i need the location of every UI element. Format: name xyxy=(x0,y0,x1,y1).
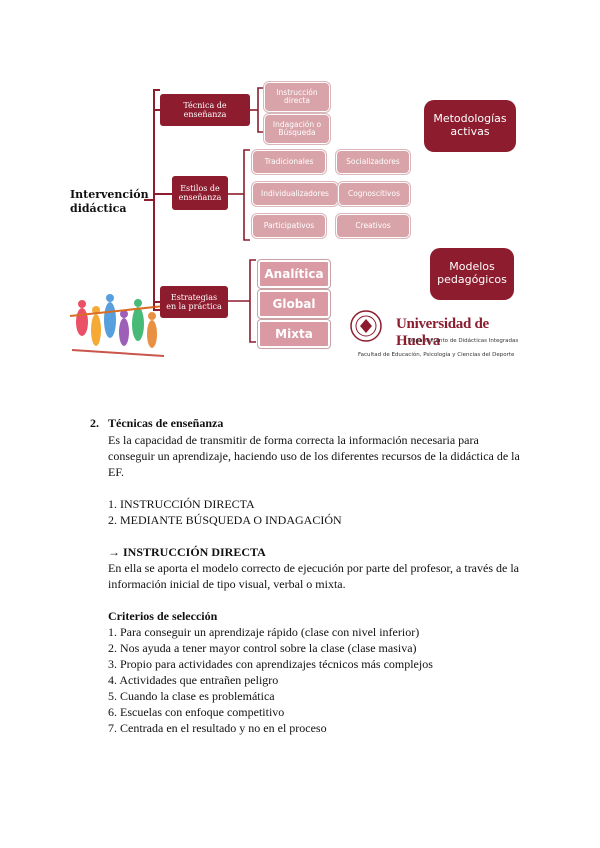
list-item: 1. INSTRUCCIÓN DIRECTA xyxy=(108,497,255,511)
criteria-title: Criterios de selección xyxy=(108,609,218,623)
university-name: Universidad de Huelva xyxy=(396,316,489,349)
criteria-item: 5. Cuando la clase es problemática xyxy=(108,689,275,703)
people-illustration xyxy=(70,294,164,356)
estrategia-item: Mixta xyxy=(258,320,330,348)
estilo-item: Creativos xyxy=(336,214,410,238)
tecnica-item: Indagación o Búsqueda xyxy=(264,114,330,144)
estrategia-item: Global xyxy=(258,290,330,318)
sub-paragraph-line: En ella se aporta el modelo correcto de ejecución por parte del profesor, a través de la xyxy=(108,561,519,575)
sub-heading: → INSTRUCCIÓN DIRECTA xyxy=(108,545,266,559)
section-title: Técnicas de enseñanza xyxy=(108,416,224,430)
university-seal-icon xyxy=(351,311,381,341)
criteria-item: 4. Actividades que entrañen peligro xyxy=(108,673,279,687)
section-paragraph-line: EF. xyxy=(108,465,125,479)
tecnica-item: Instrucción directa xyxy=(264,82,330,112)
category-tecnica: Técnica de enseñanza xyxy=(160,94,250,126)
estilo-item: Cognoscitivos xyxy=(338,182,410,206)
criteria-item: 2. Nos ayuda a tener mayor control sobre la clase (clase masiva) xyxy=(108,641,417,655)
estrategia-item: Analítica xyxy=(258,260,330,288)
estilo-item: Socializadores xyxy=(336,150,410,174)
section-paragraph-line: Es la capacidad de transmitir de forma correcta la información necesaria para xyxy=(108,433,479,447)
sub-paragraph-line: información inicial de tipo visual, verbal o mixta. xyxy=(108,577,346,591)
model-box-modelos: Modelos pedagógicos xyxy=(430,248,514,300)
concept-diagram xyxy=(68,80,530,362)
section-number: 2. xyxy=(90,416,99,430)
list-item: 2. MEDIANTE BÚSQUEDA O INDAGACIÓN xyxy=(108,513,342,527)
model-box-metodologias: Metodologías activas xyxy=(424,100,516,152)
criteria-item: 3. Propio para actividades con aprendizajes técnicos más complejos xyxy=(108,657,433,671)
university-department: Departamento de Didácticas Integradas xyxy=(408,338,519,344)
estilo-item: Participativos xyxy=(252,214,326,238)
university-faculty: Facultad de Educación, Psicología y Ciencias del Deporte xyxy=(358,352,515,358)
estilo-item: Tradicionales xyxy=(252,150,326,174)
main-node: Intervención didáctica xyxy=(70,188,149,215)
category-estrategias: Estrategias en la práctica xyxy=(160,286,228,318)
estilo-item: Individualizadores xyxy=(252,182,338,206)
criteria-item: 6. Escuelas con enfoque competitivo xyxy=(108,705,285,719)
criteria-item: 1. Para conseguir un aprendizaje rápido (clase con nivel inferior) xyxy=(108,625,420,639)
section-paragraph-line: conseguir un aprendizaje, haciendo uso de los diferentes recursos de la didáctica de la xyxy=(108,449,520,463)
criteria-item: 7. Centrada en el resultado y no en el proceso xyxy=(108,721,327,735)
category-estilos: Estilos de enseñanza xyxy=(172,176,228,210)
